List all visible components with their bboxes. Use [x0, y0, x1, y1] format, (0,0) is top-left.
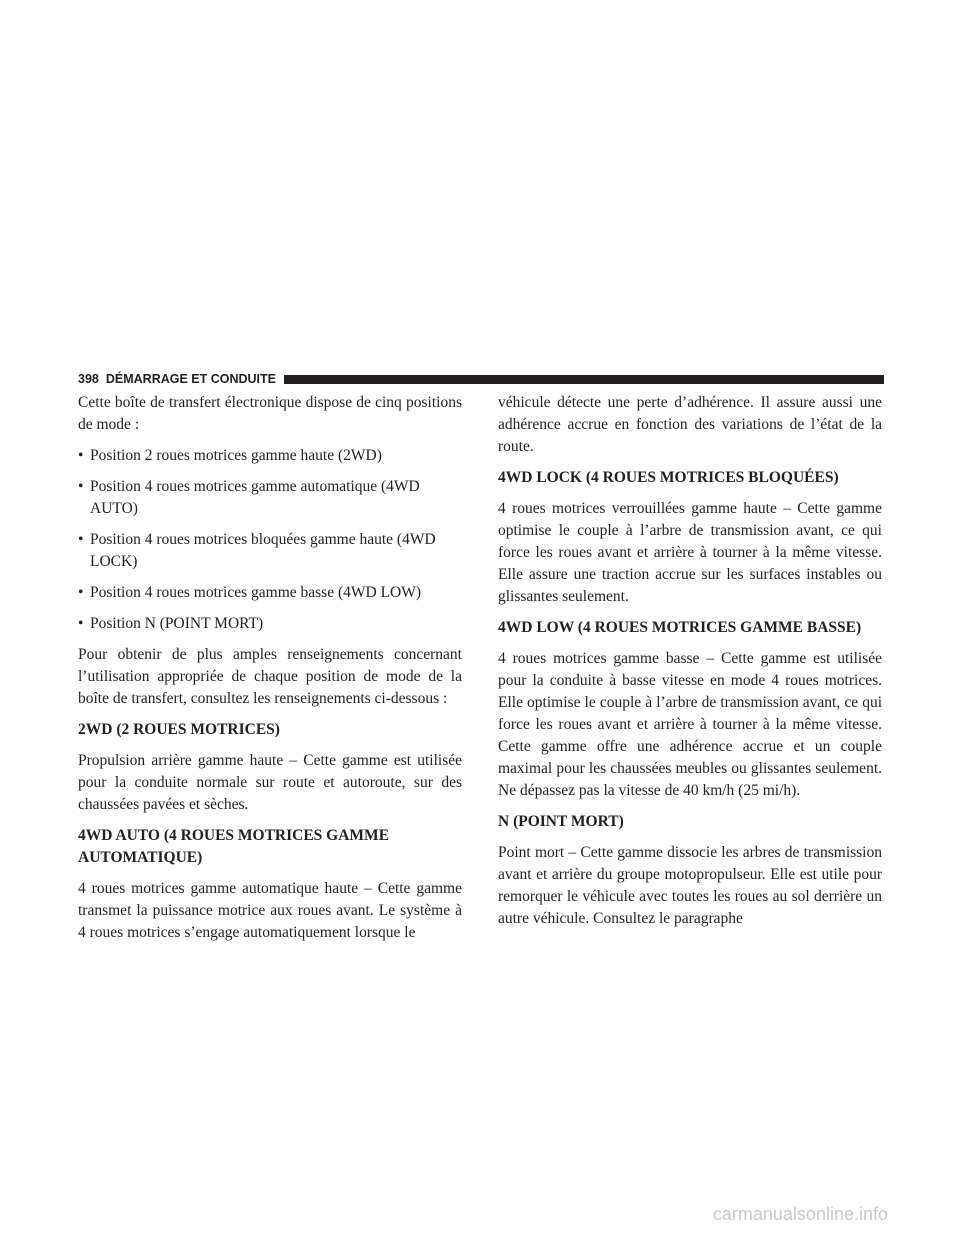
- bullet-icon: •: [78, 531, 84, 548]
- header-rule: [284, 375, 884, 384]
- paragraph-2wd: Propulsion arrière gamme haute – Cette gamme est utilisée pour la conduite normale sur route et autoroute, sur des chaussées pavées et sèches.: [78, 752, 462, 813]
- right-column: [498, 392, 882, 939]
- page-number: 398: [78, 372, 99, 386]
- heading-neutral: N (POINT MORT): [498, 813, 624, 830]
- section-title: DÉMARRAGE ET CONDUITE: [105, 372, 277, 386]
- paragraph-neutral: Point mort – Cette gamme dissocie les arbres de transmission avant et arrière du groupe motopropulseur. Elle est utile pour remorquer le véhicule avec toutes les roues au sol derrière un autre véhicule. Consultez le paragraphe: [498, 844, 882, 927]
- list-item: [78, 445, 462, 467]
- bullet-icon: •: [78, 447, 84, 464]
- page-header: [78, 370, 884, 388]
- list-item-text: Position 4 roues motrices gamme basse (4WD LOW): [90, 584, 422, 601]
- list-item: [78, 529, 462, 573]
- paragraph-4wd-auto-continued: véhicule détecte une perte d’adhérence. Il assure aussi une adhérence accrue en fonction des variations de l’état de la route.: [498, 394, 882, 455]
- paragraph-4wd-auto: 4 roues motrices gamme automatique haute – Cette gamme transmet la puissance motrice aux roues avant. Le système à 4 roues motrices s’engage automatiquement lorsque le: [78, 880, 462, 941]
- left-column: [78, 392, 462, 953]
- heading-4wd-low: 4WD LOW (4 ROUES MOTRICES GAMME BASSE): [498, 619, 862, 636]
- watermark: carmanualsonline.info: [712, 1204, 888, 1224]
- list-item: [78, 582, 462, 604]
- bullet-icon: •: [78, 615, 84, 632]
- list-item: [78, 476, 462, 520]
- mode-list: [78, 445, 462, 635]
- list-item-text: Position N (POINT MORT): [90, 615, 264, 632]
- info-paragraph: Pour obtenir de plus amples renseignements concernant l’utilisation appropriée de chaque position de mode de la boîte de transfert, consultez les renseignements ci-dessous :: [78, 646, 462, 707]
- intro-paragraph: Cette boîte de transfert électronique dispose de cinq positions de mode :: [78, 394, 462, 433]
- heading-2wd: 2WD (2 ROUES MOTRICES): [78, 721, 280, 738]
- heading-4wd-auto: 4WD AUTO (4 ROUES MOTRICES GAMME AUTOMATIQUE): [78, 827, 390, 866]
- list-item: [78, 613, 462, 635]
- list-item-text: Position 2 roues motrices gamme haute (2WD): [90, 447, 382, 464]
- list-item-text: Position 4 roues motrices gamme automatique (4WD AUTO): [90, 478, 420, 517]
- paragraph-4wd-low: 4 roues motrices gamme basse – Cette gamme est utilisée pour la conduite à basse vitesse en mode 4 roues motrices. Elle optimise le couple à l’arbre de transmission avant, ce qui force les roues avant et arrière à tourner à la même vitesse. Cette gamme offre une adhérence accrue et un couple maximal pour les chaussées meubles ou glissantes seulement. Ne dépassez pas la vitesse de 40 km/h (25 mi/h).: [498, 650, 882, 799]
- bullet-icon: •: [78, 478, 84, 495]
- list-item-text: Position 4 roues motrices bloquées gamme haute (4WD LOCK): [90, 531, 436, 570]
- paragraph-4wd-lock: 4 roues motrices verrouillées gamme haute – Cette gamme optimise le couple à l’arbre de transmission avant, ce qui force les roues avant et arrière à tourner à la même vitesse. Elle assure une traction accrue sur les surfaces instables ou glissantes seulement.: [498, 500, 882, 605]
- bullet-icon: •: [78, 584, 84, 601]
- heading-4wd-lock: 4WD LOCK (4 ROUES MOTRICES BLOQUÉES): [498, 469, 839, 486]
